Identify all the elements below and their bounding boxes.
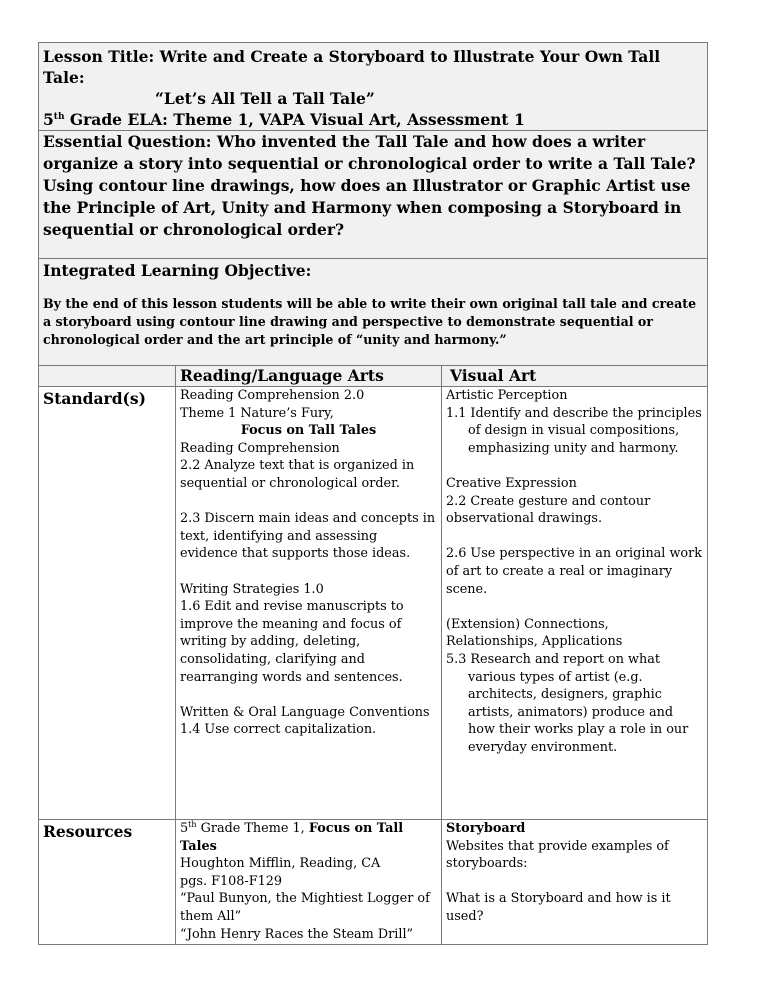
column-header-blank	[39, 366, 176, 387]
resource-line: Houghton Mifflin, Reading, CA	[180, 856, 381, 872]
grade-number: 5	[43, 110, 54, 129]
objective-cell	[39, 259, 708, 366]
resources-reading-cell	[176, 820, 442, 945]
reading-standard-line: Writing Strategies 1.0	[180, 581, 324, 597]
reading-standard-line: 1.4 Use correct capitalization.	[180, 722, 377, 738]
lesson-subtitle: “Let’s All Tell a Tall Tale”	[155, 89, 375, 108]
standards-row	[39, 387, 708, 820]
resource-focus: Focus on Tall Tales	[180, 821, 404, 854]
resources-row	[39, 820, 708, 945]
reading-standard-line: 2.2 Analyze text that is organized in sequential or chronological order.	[180, 458, 415, 491]
resource-grade-text: Grade Theme 1,	[196, 821, 309, 836]
essential-question-row	[39, 131, 708, 259]
visual-standard-line: 2.6 Use perspective in an original work of art to create a real or imaginary scene.	[446, 546, 703, 597]
reading-standard-line: 2.3 Discern main ideas and concepts in text, identifying and assessing evidence that supports those ideas.	[180, 511, 436, 562]
objective-body: By the end of this lesson students will be able to write their own original tall tale and create a storyboard using contour line drawing and perspective to demonstrate sequential or chronological order and the art principle of “unity and harmony.”	[43, 296, 697, 347]
reading-standard-line: Reading Comprehension	[180, 440, 340, 456]
resource-heading: Storyboard	[446, 821, 526, 836]
resource-grade-number: 5	[180, 821, 189, 836]
visual-standard-line: (Extension) Connections, Relationships, Applications	[446, 616, 623, 650]
reading-standard-line: 1.6 Edit and revise manuscripts to improve the meaning and focus of writing by adding, deleting, consolidating, clarifying and rearranging words and sentences.	[180, 599, 404, 685]
essential-question: Essential Question: Who invented the Tall Tale and how does a writer organize a story into sequential or chronological order to write a Tall Tale? Using contour line drawings, how does an Illustrator or Graphic Artist use the Principle of Art, Unity and Harmony when composing a Storyboard in sequential or chronological order?	[39, 131, 708, 259]
resource-line	[180, 820, 437, 855]
grade-line	[43, 110, 525, 129]
resource-line: pgs. F108-F129	[180, 873, 283, 889]
reading-standard-line: Theme 1 Nature’s Fury,	[180, 405, 334, 421]
lesson-title-cell	[39, 43, 708, 131]
resources-visual-cell	[442, 820, 708, 945]
column-header-row	[39, 366, 708, 387]
grade-description: Grade ELA: Theme 1, VAPA Visual Art, Assessment 1	[64, 110, 525, 129]
resource-line: “Paul Bunyon, the Mightiest Logger of them All”	[180, 891, 430, 924]
resource-line: “John Henry Races the Steam Drill”	[180, 926, 414, 942]
reading-standard-focus: Focus on Tall Tales	[240, 423, 377, 439]
visual-standard-line: 5.3 Research and report on what	[446, 651, 661, 667]
lesson-plan-table	[38, 42, 708, 945]
lesson-title: Lesson Title: Write and Create a Storyboard to Illustrate Your Own Tall Tale:	[43, 47, 661, 87]
visual-standard-line: Creative Expression	[446, 475, 577, 491]
objective-row	[39, 259, 708, 366]
resources-label: Resources	[39, 820, 176, 945]
objective-heading: Integrated Learning Objective:	[43, 261, 312, 280]
reading-standard-line: Reading Comprehension 2.0	[180, 388, 365, 403]
visual-standard-line: various types of artist (e.g. architects, designers, graphic artists, animators) produce and how their works play a role in our everyday environment.	[468, 669, 689, 755]
resource-line: Websites that provide examples of storyboards:	[446, 838, 669, 872]
visual-standard-line: 2.2 Create gesture and contour observational drawings.	[446, 493, 651, 527]
column-header-reading: Reading/Language Arts	[176, 366, 442, 387]
standards-visual-cell	[442, 387, 708, 820]
title-row	[39, 43, 708, 131]
lesson-plan-page	[38, 42, 707, 945]
standards-reading-cell	[176, 387, 442, 820]
resource-grade-suffix: th	[188, 820, 197, 829]
resource-line: What is a Storyboard and how is it used?	[446, 891, 671, 924]
reading-standard-line: Written & Oral Language Conventions	[180, 704, 430, 720]
grade-suffix: th	[53, 112, 65, 122]
standards-label: Standard(s)	[39, 387, 176, 820]
visual-standard-line: Artistic Perception	[446, 388, 568, 403]
visual-standard-line: of design in visual compositions, emphasizing unity and harmony.	[468, 423, 680, 456]
column-header-visual: Visual Art	[442, 366, 708, 387]
visual-standard-line: 1.1 Identify and describe the principles	[446, 405, 702, 421]
